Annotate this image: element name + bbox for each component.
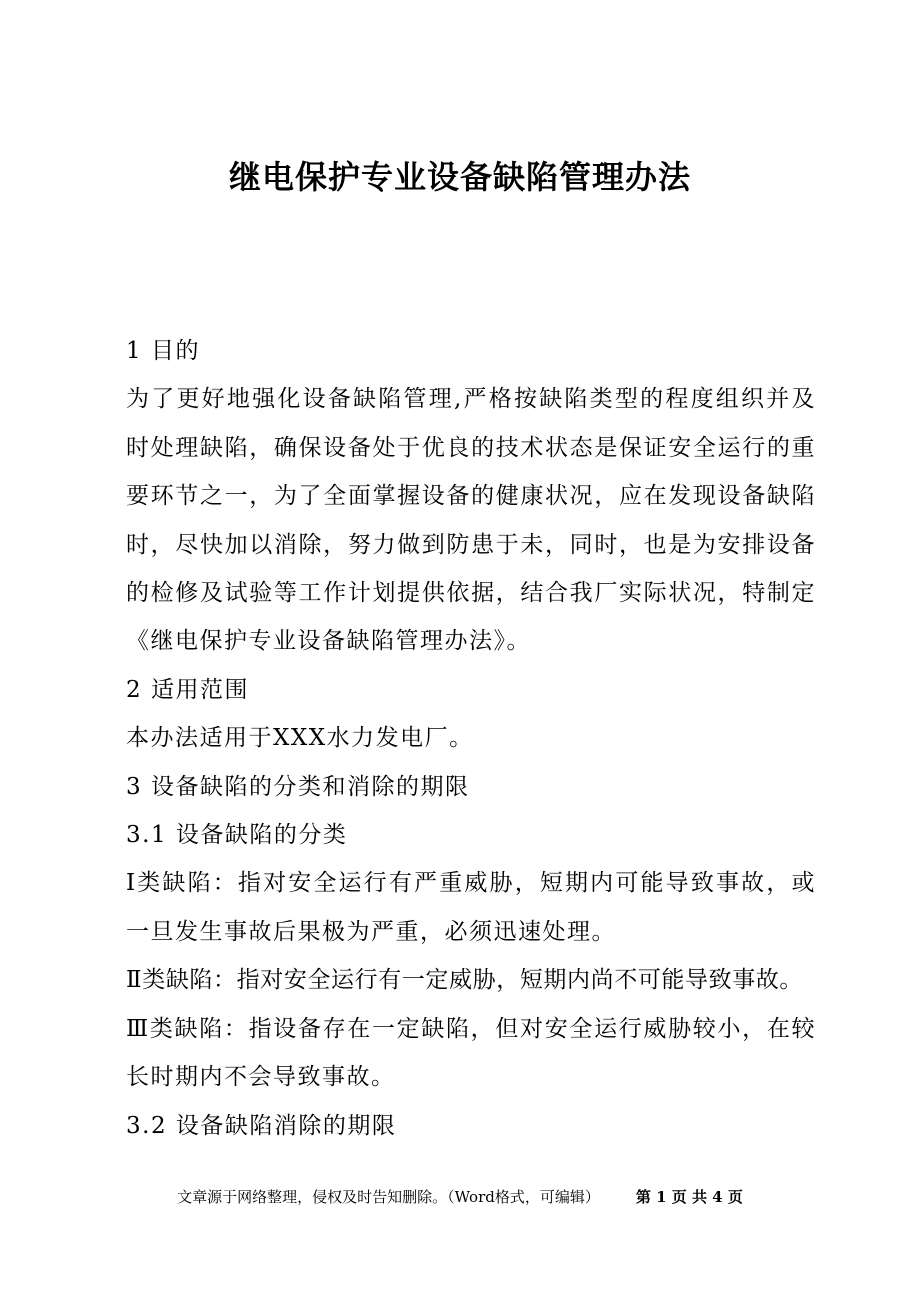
section-3-heading: 3 设备缺陷的分类和消除的期限	[126, 773, 470, 800]
page-footer	[0, 1187, 920, 1207]
document-title: 继电保护专业设备缺陷管理办法	[228, 158, 691, 197]
footer-note: 文章源于网络整理，侵权及时告知删除。（Word格式，可编辑）	[177, 1188, 600, 1206]
section-1-heading: 1 目的	[126, 338, 200, 364]
section-1-paragraph: 为了更好地强化设备缺陷管理,严格按缺陷类型的程度组织并及时处理缺陷，确保设备处于优良的技术状态是保证安全运行的重要环节之一，为了全面掌握设备的健康状况，应在发现设备缺陷时，尽快加以消除，努力做到防患于未，同时，也是为安排设备的检修及试验等工作计划提供依据，结合我厂实际状况，特制定《继电保护专业设备缺陷管理办法》。	[126, 386, 816, 655]
section-2-paragraph: 本办法适用于XXX水力发电厂。	[126, 725, 474, 752]
section-2-heading: 2 适用范围	[126, 676, 249, 703]
page-number: 第 1 页 共 4 页	[635, 1188, 743, 1206]
document-body	[116, 327, 816, 1150]
defect-class-1-paragraph: Ⅰ类缺陷：指对安全运行有严重威胁，短期内可能导致事故，或一旦发生事故后果极为严重，必须迅速处理。	[126, 870, 816, 945]
defect-class-3-paragraph: Ⅲ类缺陷：指设备存在一定缺陷，但对安全运行威胁较小，在较长时期内不会导致事故。	[126, 1015, 816, 1091]
defect-class-2-paragraph: Ⅱ类缺陷：指对安全运行有一定威胁，短期内尚不可能导致事故。	[126, 967, 804, 994]
section-3-1-heading: 3.1 设备缺陷的分类	[126, 822, 348, 849]
section-3-2-heading: 3.2 设备缺陷消除的期限	[126, 1112, 397, 1139]
